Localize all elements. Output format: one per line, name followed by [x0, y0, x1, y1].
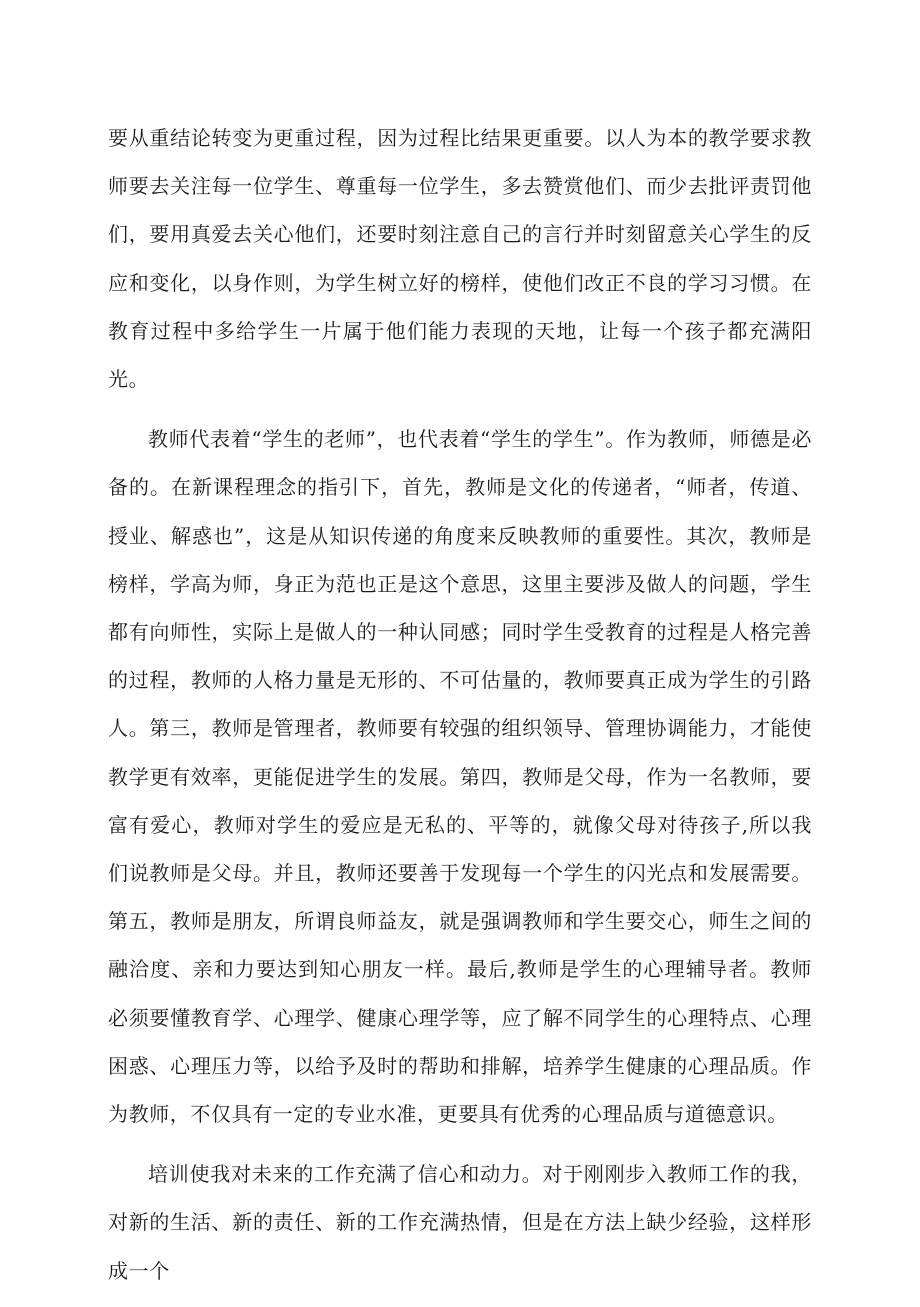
paragraph-2: 教师代表着“学生的老师”，也代表着“学生的学生”。作为教师，师德是必备的。在新课程理念的指引下，首先，教师是文化的传递者，“师者，传道、授业、解惑也”，这是从知识传递的角度来反映教师的重要性。其次，教师是榜样，学高为师，身正为范也正是这个意思，这里主要涉及做人的问题，学生都有向师性，实际上是做人的一种认同感；同时学生受教育的过程是人格完善的过程，教师的人格力量是无形的、不可估量的，教师要真正成为学生的引路人。第三，教师是管理者，教师要有较强的组织领导、管理协调能力，才能使教学更有效率，更能促进学生的发展。第四，教师是父母，作为一名教师，要富有爱心，教师对学生的爱应是无私的、平等的，就像父母对待孩子,所以我们说教师是父母。并且，教师还要善于发现每一个学生的闪光点和发展需要。第五，教师是朋友，所谓良师益友，就是强调教师和学生要交心，师生之间的融洽度、亲和力要达到知心朋友一样。最后,教师是学生的心理辅导者。教师必须要懂教育学、心理学、健康心理学等，应了解不同学生的心理特点、心理困惑、心理压力等，以给予及时的帮助和排解，培养学生健康的心理品质。作为教师，不仅具有一定的专业水准，更要具有优秀的心理品质与道德意识。 [108, 427, 812, 1127]
paragraph-3: 培训使我对未来的工作充满了信心和动力。对于刚刚步入教师工作的我，对新的生活、新的责任、新的工作充满热情，但是在方法上缺少经验，这样形成一个 [108, 1162, 812, 1283]
paragraph-1: 要从重结论转变为更重过程，因为过程比结果更重要。以人为本的教学要求教师要去关注每一位学生、尊重每一位学生，多去赞赏他们、而少去批评责罚他们，要用真爱去关心他们，还要时刻注意自己的言行并时刻留意关心学生的反应和变化，以身作则，为学生树立好的榜样，使他们改正不良的学习习惯。在教育过程中多给学生一片属于他们能力表现的天地，让每一个孩子都充满阳光。 [108, 126, 812, 392]
document-body [108, 114, 812, 1307]
